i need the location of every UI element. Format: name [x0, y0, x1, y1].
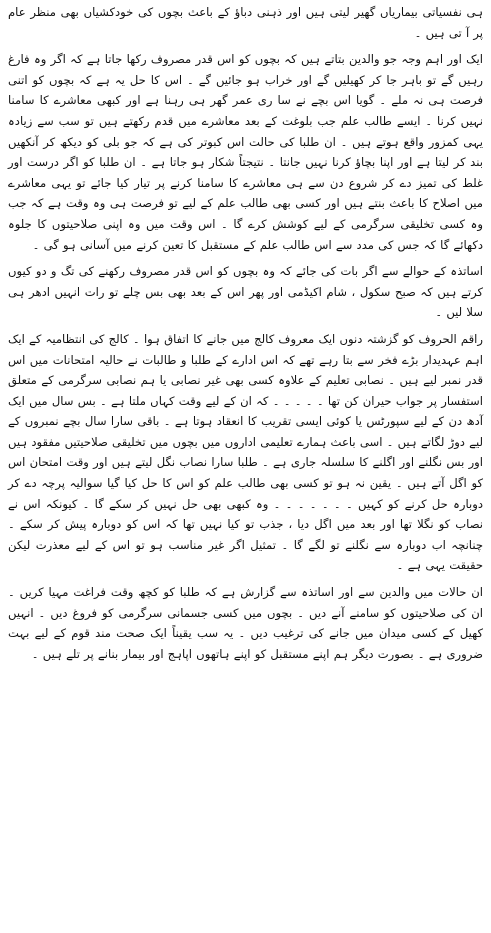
article-paragraph-4: راقم الحروف کو گزشتہ دنوں ایک معروف کالج میں جانے کا اتفاق ہوا ۔ کالج کی انتظامیہ کے ایک اہم عہدیدار بڑے فخر سے بتا رہے تھے کہ اس ادارے کے طلبا و طالبات نے حالیہ امتحانات میں اس قدر نمبر لیے ہیں ۔ نصابی تعلیم کے علاوہ کسی بھی غیر نصابی یا ہم نصابی سرگرمی کے متعلق استفسار پر جواب حیران کن تھا ۔ ۔ ۔ ۔ ۔ کہ ان کے لیے وقت کہاں ملتا ہے ۔ بس سال میں ایک آدھ دن کے لیے سپورٹس یا کوئی ایسی تقریب کا انعقاد ہوتا ہے ۔ باقی سارا سال بچے نمبروں کے لیے دوڑ لگاتے ہیں ۔ اسی باعث ہمارے تعلیمی اداروں میں بچوں میں تخلیقی صلاحیتیں مفقود ہیں اور بس نگلنے اور اگلنے کا سلسلہ جاری ہے ۔ طلبا سارا نصاب نگل لیتے ہیں اور وقت امتحان اس کو اگل آتے ہیں ۔ یقین نہ ہو تو کسی بھی طالب علم کو اس کا حل کیا گیا سوالیہ پرچہ دے کر دوبارہ حل کرنے کو کہیں ۔ ۔ ۔ ۔ ۔ ۔ ۔ وہ کبھی بھی حل نہیں کر سکے گا ۔ کیونکہ اس نے نصاب کو نگلا تھا اور بعد میں اگل دیا ، جذب تو کیا نہیں تھا کہ اس کو دوبارہ پیش کر سکے ۔ چنانچہ اب دوبارہ سے نگلنے تو لگے گا ۔ تمثیل اگر غیر مناسب ہو تو اس کے لیے معذرت لیکن حقیقت یہی ہے ۔ — [8, 331, 483, 573]
article-paragraph-1: ہی نفسیاتی بیماریاں گھیر لیتی ہیں اور ذہنی دباؤ کے باعث بچوں کی خودکشیاں بھی منظر عام پر آ تی ہیں ۔ — [8, 5, 483, 40]
article-paragraph-2: ایک اور اہم وجہ جو والدین بتاتے ہیں کہ بچوں کو اس قدر مصروف رکھا جاتا ہے کہ اگر وہ فارغ رہیں گے تو باہر جا کر کھیلیں گے اور خراب ہو جائیں گے ۔ اس کا حل یہ ہے کہ بچوں کو اتنی فرصت ہی نہ ملے ۔ گویا اس بچے نے سا ری عمر گھر ہی رہنا ہے اور کبھی معاشرے کا سامنا نہیں کرنا ۔ ایسے طالب علم جب بلوغت کے بعد معاشرے میں قدم رکھتے ہیں تو سب سے زیادہ یہی کمزور واقع ہوتے ہیں ۔ ان طلبا کی حالت اس کبوتر کی ہے کہ جو بلی کو دیکھ کر آنکھیں بند کر لیتا ہے اور اپنا بچاؤ کرنا نہیں جانتا ۔ نتیجتاً شکار ہو جاتا ہے ۔ ان طلبا کو اگر درست اور غلط کی تمیز دے کر شروع دن سے ہی معاشرے کا سامنا کرنے پر تیار کیا جائے تو یہی معاشرے میں اصلاح کا باعث بنتے ہیں اور کسی بھی طالب علم کے لیے تو فرصت ہی وہ وقت ہے کہ جب وہ کسی تخلیقی سرگرمی کے لیے کوشش کرے گا ۔ اس وقت میں وہ اپنی صلاحیتوں کا جلوہ دکھائے گا کہ جس کی مدد سے اس طالب علم کے مستقبل کا تعین کرنے میں آسانی ہو گی ۔ — [8, 52, 483, 252]
article-paragraph-5: ان حالات میں والدین سے اور اساتذہ سے گزارش ہے کہ طلبا کو کچھ وقت فراغت مہیا کریں ۔ ان کی صلاحیتوں کو سامنے آنے دیں ۔ بچوں میں کسی جسمانی سرگرمی کو فروغ دیں ۔ انہیں کھیل کے کسی میدان میں جانے کی ترغیب دیں ۔ یہ سب یقیناً ایک صحت مند قوم کے لیے بہت ضروری ہے ۔ بصورت دیگر ہم اپنے مستقبل کو اپنے ہاتھوں اپاہج اور بیمار بنانے پر تلے ہیں ۔ — [8, 585, 483, 661]
article-paragraph-3: اساتذہ کے حوالے سے اگر بات کی جائے کہ وہ بچوں کو اس قدر مصروف رکھنے کی تگ و دو کیوں کرتے ہیں کہ صبح سکول ، شام اکیڈمی اور پھر اس کے بعد بھی بس چلے تو رات انہیں ادھر ہی سلا لیں ۔ — [8, 264, 483, 320]
